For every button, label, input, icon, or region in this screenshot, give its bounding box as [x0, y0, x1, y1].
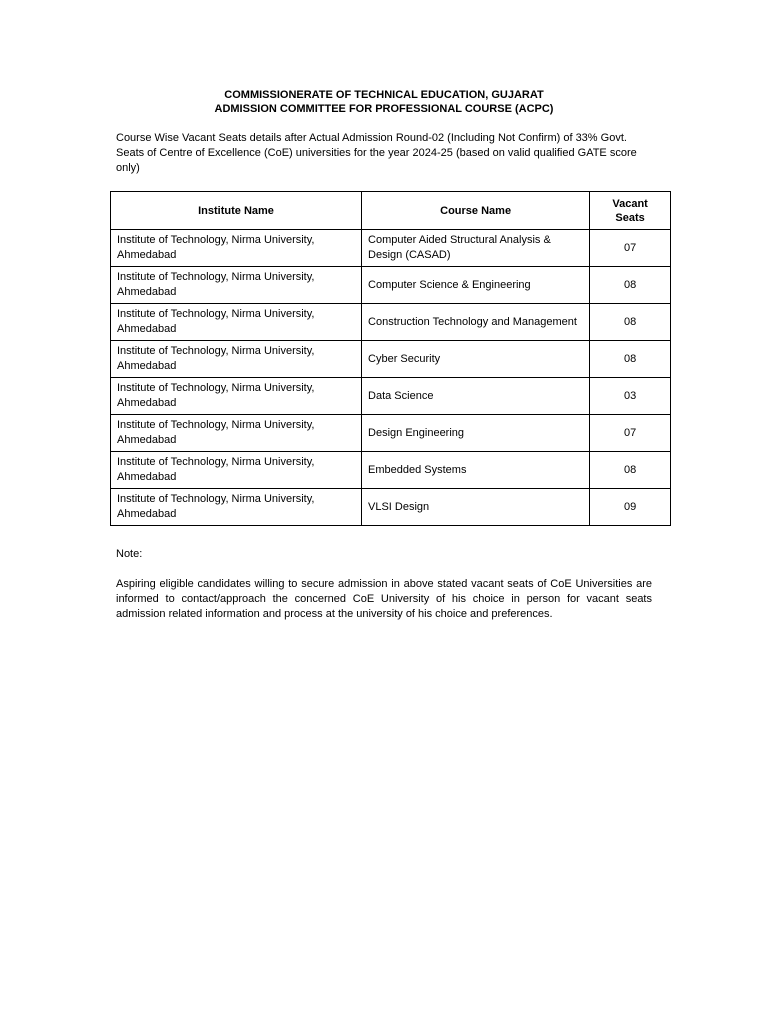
- table-header-row: [111, 192, 671, 230]
- seats-cell: 03: [590, 378, 671, 415]
- header-vacant-seats-line1: Vacant: [612, 197, 648, 210]
- seats-cell: 07: [590, 230, 671, 267]
- institute-cell: Institute of Technology, Nirma University, Ahmedabad: [111, 415, 362, 452]
- course-cell: Data Science: [362, 378, 590, 415]
- intro-paragraph: Course Wise Vacant Seats details after Actual Admission Round-02 (Including Not Confirm) of 33% Govt. Seats of Centre of Excellence (CoE) universities for the year 2024-25 (based on valid qualified GATE score only): [116, 132, 637, 174]
- table-row: [111, 489, 671, 526]
- institute-cell: Institute of Technology, Nirma University, Ahmedabad: [111, 230, 362, 267]
- institute-cell: Institute of Technology, Nirma University, Ahmedabad: [111, 267, 362, 304]
- header-course-name: Course Name: [362, 192, 590, 230]
- note-text: Aspiring eligible candidates willing to secure admission in above stated vacant seats of CoE Universities are informed to contact/approach the concerned CoE University of his choice in person for vacant seats admission related information and process at the university of his choice and preferences.: [116, 578, 652, 620]
- table-row: [111, 267, 671, 304]
- table-row: [111, 341, 671, 378]
- seats-cell: 08: [590, 304, 671, 341]
- institute-cell: Institute of Technology, Nirma University, Ahmedabad: [111, 452, 362, 489]
- table-row: [111, 378, 671, 415]
- course-cell: Cyber Security: [362, 341, 590, 378]
- institute-cell: Institute of Technology, Nirma University, Ahmedabad: [111, 304, 362, 341]
- table-row: [111, 304, 671, 341]
- header-line-2: ADMISSION COMMITTEE FOR PROFESSIONAL COURSE (ACPC): [214, 103, 554, 115]
- header-institute-name: Institute Name: [111, 192, 362, 230]
- seats-cell: 08: [590, 267, 671, 304]
- course-cell: Design Engineering: [362, 415, 590, 452]
- document-header: [0, 88, 768, 116]
- course-cell: VLSI Design: [362, 489, 590, 526]
- header-line-1: COMMISSIONERATE OF TECHNICAL EDUCATION, GUJARAT: [224, 89, 544, 101]
- header-vacant-seats-line2: Seats: [615, 211, 645, 224]
- seats-cell: 08: [590, 452, 671, 489]
- institute-cell: Institute of Technology, Nirma University, Ahmedabad: [111, 378, 362, 415]
- course-cell: Construction Technology and Management: [362, 304, 590, 341]
- seats-cell: 07: [590, 415, 671, 452]
- seats-cell: 08: [590, 341, 671, 378]
- table-row: [111, 415, 671, 452]
- table-row: [111, 230, 671, 267]
- header-vacant-seats: [590, 192, 671, 230]
- institute-cell: Institute of Technology, Nirma University, Ahmedabad: [111, 341, 362, 378]
- course-cell: Computer Aided Structural Analysis & Design (CASAD): [362, 230, 590, 267]
- vacant-seats-table: [110, 191, 671, 526]
- institute-cell: Institute of Technology, Nirma University, Ahmedabad: [111, 489, 362, 526]
- seats-cell: 09: [590, 489, 671, 526]
- course-cell: Computer Science & Engineering: [362, 267, 590, 304]
- course-cell: Embedded Systems: [362, 452, 590, 489]
- table-row: [111, 452, 671, 489]
- note-label: Note:: [116, 548, 143, 560]
